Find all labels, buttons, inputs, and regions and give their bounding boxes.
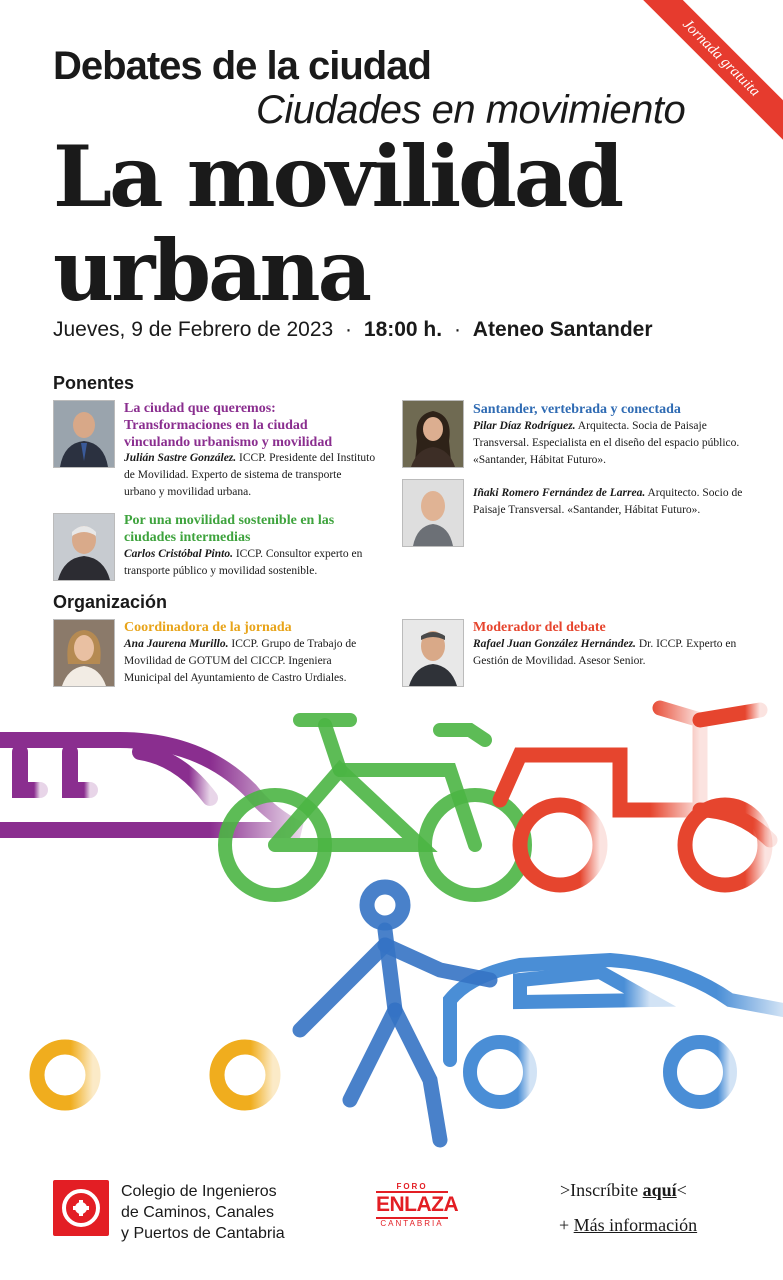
register-link[interactable] [560,1180,687,1201]
event-info [53,318,653,342]
ponentes-heading: Ponentes [53,373,135,393]
organizer-name: Ana Jaurena Murillo. [124,638,229,650]
talk-title: Por una movilidad sostenible en las ciudades intermedias [124,513,335,545]
separator: · [453,318,461,341]
colegio-logo [53,1180,109,1236]
colegio-name [121,1181,285,1244]
talk-title: Santander, vertebrada y conectada [473,402,681,417]
foro-label: FORO [396,1182,428,1191]
foro-enlaza-logo [376,1182,459,1228]
main-title-line1: La movilidad [53,127,622,226]
scooter-icon [500,708,770,885]
event-venue: Ateneo Santander [472,318,653,341]
speaker-name: Iñaki Romero Fernández de Larrea. [473,487,646,499]
speaker-photo [402,479,464,547]
car-icon [450,960,783,1102]
mobility-illustration [0,680,783,1160]
speaker-bio [473,418,743,469]
main-title-line2: urbana [53,221,369,320]
foro-name: ENLAZA [376,1191,448,1219]
free-event-ribbon: Jornada gratuita [626,0,783,153]
organizer-desc: Dr. ICCP. Experto en Gestión de Movilidad. Asesor Senior. [473,638,737,667]
role-title: Moderador del debate [473,620,606,635]
colegio-name-line: de Caminos, Canales [121,1204,274,1221]
series-title: Debates de la ciudad [53,44,431,88]
organizacion-heading: Organización [53,592,168,612]
speaker-name: Carlos Cristóbal Pinto. [124,548,233,560]
foro-region: CANTABRIA [380,1219,444,1228]
more-info-link-text[interactable]: Más información [573,1215,698,1235]
register-prefix: >Inscríbite [560,1180,643,1200]
speaker-bio [124,450,376,501]
speaker-photo [53,513,115,581]
organizer-desc: ICCP. Grupo de Trabajo de Movilidad de GOTUM del CICCP. Ingeniera Municipal del Ayuntamiento de Castro Urdiales. [124,638,357,684]
colegio-name-line: y Puertos de Cantabria [121,1225,285,1242]
speaker-name: Julián Sastre González. [124,452,237,464]
speaker-bio [473,485,743,519]
event-time: 18:00 h. [363,318,443,341]
speaker-desc: Arquitecto. Socio de Paisaje Transversal. «Santander, Hábitat Futuro». [473,487,743,516]
register-link-text[interactable]: aquí [642,1180,677,1200]
speaker-name: Pilar Díaz Rodríguez. [473,420,576,432]
main-title [53,127,773,320]
colegio-logo-icon [53,1180,109,1236]
talk-title: La ciudad que queremos: Transformaciones en la ciudad vinculando urbanismo y movilidad [124,401,333,450]
organizer-photo [53,619,115,687]
speaker-bio [124,546,376,580]
series-subtitle: Ciudades en movimiento [256,88,686,132]
colegio-name-line: Colegio de Ingenieros [121,1183,277,1200]
speaker-desc: Arquitecta. Socia de Paisaje Transversal. Especialista en el diseño del espacio público. «Santander, Hábitat Futuro». [473,420,740,466]
more-info-link[interactable] [559,1215,697,1236]
register-suffix: < [676,1180,687,1200]
speaker-desc: ICCP. Presidente del Instituto de Movilidad. Experto de sistema de transporte urbano y movilidad urbana. [124,452,376,498]
organizer-name: Rafael Juan González Hernández. [473,638,636,650]
more-info-prefix: + [559,1215,574,1235]
speaker-photo [53,400,115,468]
organizer-bio [473,636,743,670]
speaker-desc: ICCP. Consultor experto en transporte público y movilidad sostenible. [124,548,363,577]
organizer-photo [402,619,464,687]
event-date: Jueves, 9 de Febrero de 2023 [53,318,334,341]
separator: · [345,318,353,341]
speaker-photo [402,400,464,468]
pedestrian-icon [300,887,490,1140]
role-title: Coordinadora de la jornada [124,620,292,635]
